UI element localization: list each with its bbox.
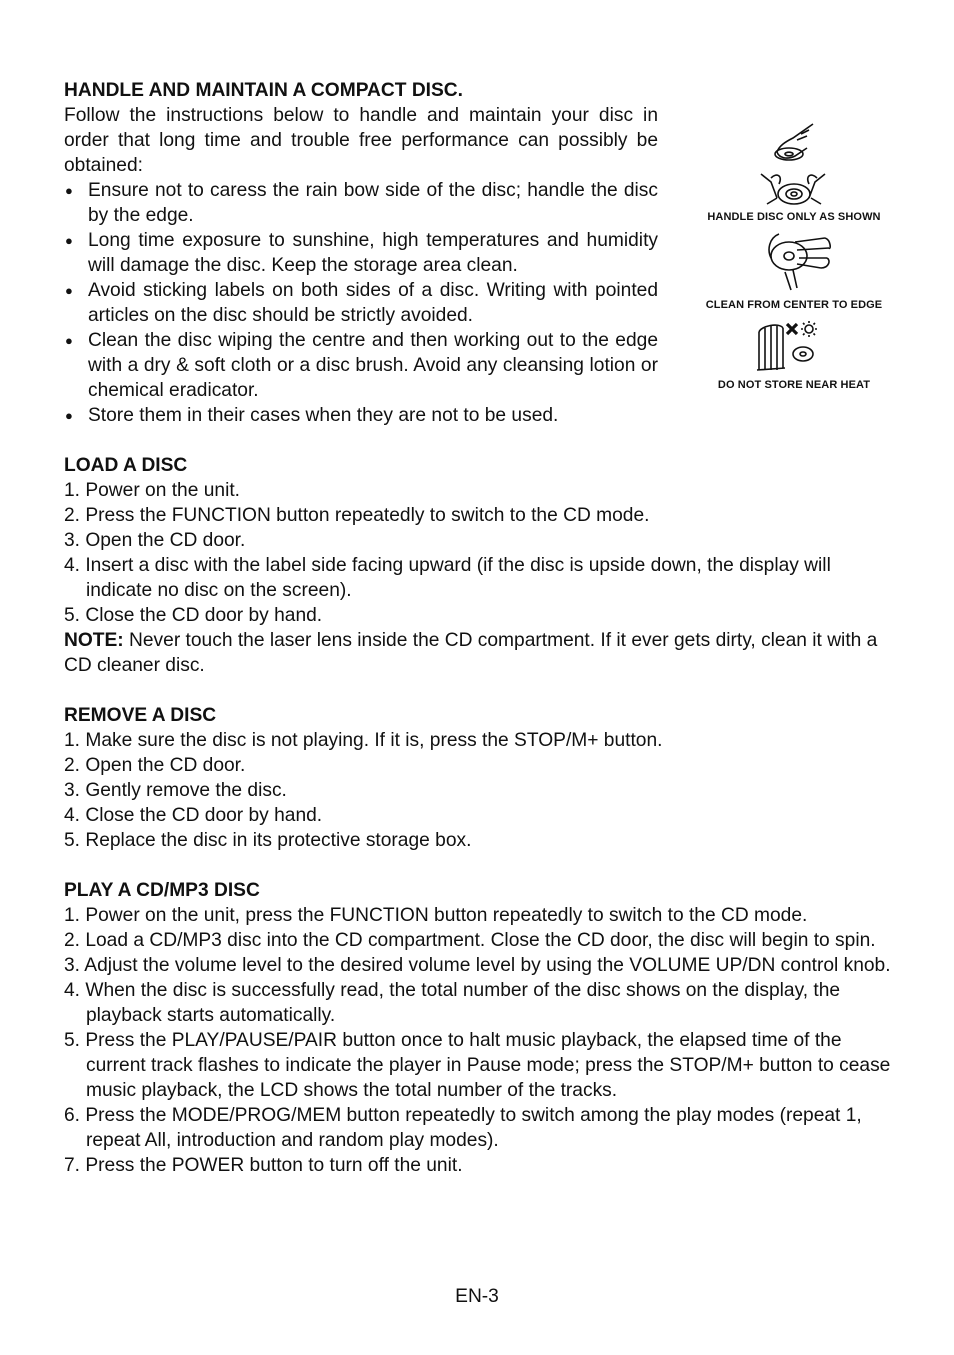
bullet-item: ● Store them in their cases when they are not to be used.: [64, 403, 658, 428]
handle-section: [64, 78, 894, 428]
remove-steps-list: [64, 728, 894, 853]
list-item: 5. Replace the disc in its protective storage box.: [64, 830, 472, 851]
note-text: Never touch the laser lens inside the CD compartment. If it ever gets dirty, clean it with a CD cleaner disc.: [64, 630, 878, 676]
care-bullet-list: [64, 178, 658, 428]
figure-caption: DO NOT STORE NEAR HEAT: [717, 379, 871, 391]
list-item: 5. Press the PLAY/PAUSE/PAIR button once to halt music playback, the elapsed time of the current track flashes to indicate the player in Pause mode; press the STOP/M+ button to cease music playback, the LCD shows the total number of the tracks.: [64, 1030, 891, 1101]
note-paragraph: [64, 628, 894, 678]
section-heading: HANDLE AND MAINTAIN A COMPACT DISC.: [64, 80, 463, 101]
list-item: 4. Insert a disc with the label side facing upward (if the disc is upside down, the display will indicate no disc on the screen).: [64, 555, 831, 601]
play-disc-section: [64, 878, 894, 1178]
section-heading: REMOVE A DISC: [64, 705, 217, 726]
load-disc-section: [64, 453, 894, 678]
list-item: 7. Press the POWER button to turn off the unit.: [64, 1155, 463, 1176]
list-item: 3. Adjust the volume level to the desired volume level by using the VOLUME UP/DN control knob.: [64, 955, 891, 976]
bullet-item: ● Clean the disc wiping the centre and then working out to the edge with a dry & soft cloth or a disc brush. Avoid any cleansing lotion or chemical eradicator.: [64, 328, 658, 403]
bullet-item: ● Long time exposure to sunshine, high temperatures and humidity will damage the disc. Keep the storage area clean.: [64, 228, 658, 278]
list-item: 3. Open the CD door.: [64, 530, 246, 551]
list-item: 1. Make sure the disc is not playing. If it is, press the STOP/M+ button.: [64, 730, 663, 751]
hand-holding-disc-icon: [749, 120, 839, 210]
disc-care-illustrations: [696, 120, 892, 392]
remove-disc-section: [64, 703, 894, 853]
hand-wiping-disc-icon: [749, 228, 839, 294]
intro-paragraph: Follow the instructions below to handle and maintain your disc in order that long time and trouble free performance can possibly be obtained:: [64, 105, 658, 176]
play-steps-list: [64, 903, 894, 1178]
heater-sun-disc-icon: [749, 318, 839, 376]
figure-caption: CLEAN FROM CENTER TO EDGE: [705, 299, 883, 311]
load-steps-list: [64, 478, 894, 628]
list-item: 5. Close the CD door by hand.: [64, 605, 323, 626]
manual-page: [64, 78, 894, 1178]
bullet-item: ● Avoid sticking labels on both sides of a disc. Writing with pointed articles on the disc should be strictly avoided.: [64, 278, 658, 328]
bullet-item: ● Ensure not to caress the rain bow side of the disc; handle the disc by the edge.: [64, 178, 658, 228]
list-item: 2. Open the CD door.: [64, 755, 246, 776]
section-heading: PLAY A CD/MP3 DISC: [64, 880, 260, 901]
list-item: 2. Press the FUNCTION button repeatedly to switch to the CD mode.: [64, 505, 650, 526]
page-number: EN-3: [455, 1286, 499, 1307]
list-item: 1. Power on the unit, press the FUNCTION button repeatedly to switch to the CD mode.: [64, 905, 808, 926]
figure-caption: HANDLE DISC ONLY AS SHOWN: [707, 211, 881, 223]
note-label: NOTE:: [64, 630, 124, 651]
list-item: 4. Close the CD door by hand.: [64, 805, 323, 826]
list-item: 6. Press the MODE/PROG/MEM button repeatedly to switch among the play modes (repeat 1, repeat All, introduction and random play modes).: [64, 1105, 862, 1151]
list-item: 3. Gently remove the disc.: [64, 780, 287, 801]
list-item: 2. Load a CD/MP3 disc into the CD compartment. Close the CD door, the disc will begin to spin.: [64, 930, 876, 951]
list-item: 1. Power on the unit.: [64, 480, 240, 501]
section-heading: LOAD A DISC: [64, 455, 188, 476]
list-item: 4. When the disc is successfully read, the total number of the disc shows on the display, the playback starts automatically.: [64, 980, 841, 1026]
